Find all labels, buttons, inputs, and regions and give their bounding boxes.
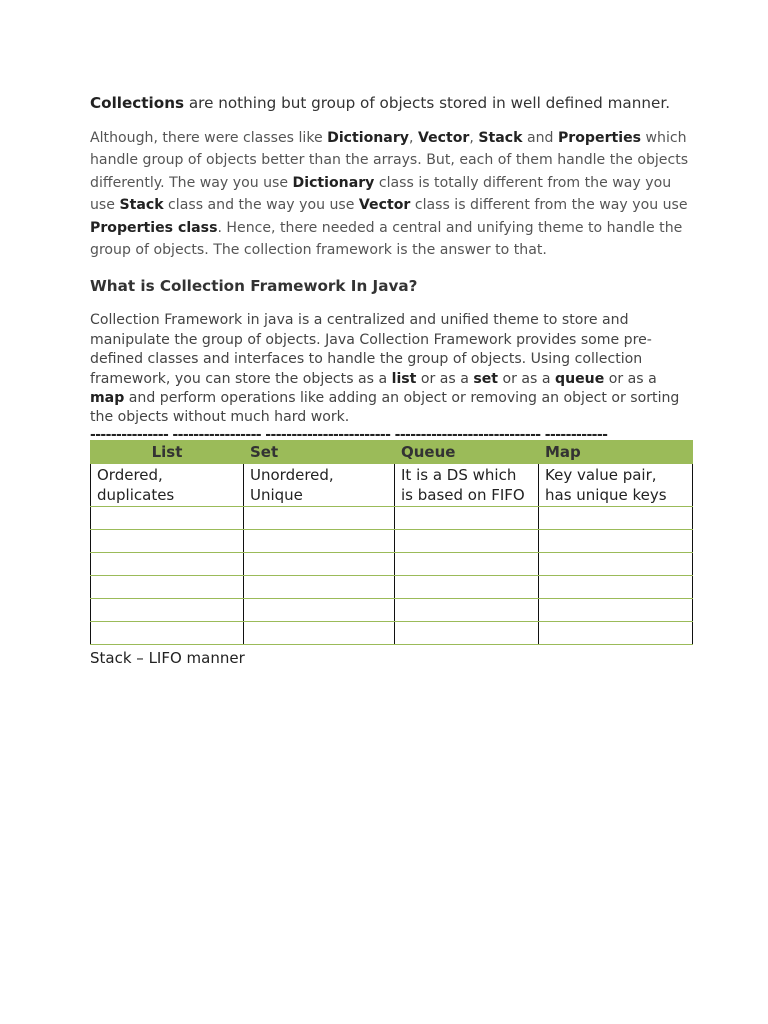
p2-bold-term: queue <box>555 370 605 387</box>
p1-text: which handle group of objects better than the arrays. But, each of them handle the objects differently. The way you use <box>90 130 689 191</box>
p1-bold-term: Properties class <box>90 219 218 236</box>
p1-text: class is totally different from the way you use <box>90 174 672 214</box>
table-cell <box>91 506 244 529</box>
table-cell <box>539 621 693 644</box>
table-cell <box>395 598 539 621</box>
table-row <box>91 529 693 552</box>
table-cell: Ordered, duplicates <box>91 463 244 506</box>
table-row <box>91 621 693 644</box>
p1-bold-term: Stack <box>478 130 523 146</box>
header-queue: Queue <box>395 440 539 463</box>
p2-bold-term: list <box>391 370 417 387</box>
p2-text: or as a <box>498 370 555 387</box>
table-cell: Unordered, Unique <box>244 463 395 506</box>
p1-bold-term: Dictionary <box>327 130 409 146</box>
collection-types-table <box>90 440 693 645</box>
footer-note: Stack – LIFO manner <box>90 648 245 667</box>
table-cell: Key value pair, has unique keys <box>539 463 693 506</box>
table-cell <box>91 552 244 575</box>
table-cell <box>539 598 693 621</box>
p1-text: Although, there were classes like <box>90 130 328 146</box>
table-header-row <box>91 440 693 463</box>
table-cell <box>395 506 539 529</box>
section-heading: What is Collection Framework In Java? <box>90 277 418 296</box>
header-list: List <box>91 440 244 463</box>
intro-sentence <box>90 92 692 115</box>
p2-text: Collection Framework in java is a centralized and unified theme to store and manipulate the group of objects. Java Collection Framework provides some pre-defined classes and interfaces to handle the group of objects. Using collection framework, you can store the objects as a <box>90 312 652 387</box>
p1-bold-term: Dictionary <box>292 174 375 191</box>
table-cell <box>539 529 693 552</box>
table-cell <box>244 552 395 575</box>
table-row <box>91 552 693 575</box>
table-cell <box>395 575 539 598</box>
header-map: Map <box>539 440 693 463</box>
p1-text: class is different from the way you use <box>410 197 688 214</box>
header-set: Set <box>244 440 395 463</box>
table-cell <box>91 529 244 552</box>
p1-text: . Hence, there needed a central and unifying theme to handle the group of objects. The collection framework is the answer to that. <box>90 219 683 259</box>
table-cell <box>395 552 539 575</box>
table-cell <box>539 506 693 529</box>
table-row <box>91 575 693 598</box>
table-row <box>91 506 693 529</box>
table-cell <box>395 529 539 552</box>
p2-bold-term: set <box>473 370 499 387</box>
p1-bold-term: Vector <box>417 130 470 146</box>
p2-text: or as a <box>604 370 657 387</box>
table-cell <box>244 575 395 598</box>
table-cell <box>244 621 395 644</box>
table-row <box>91 463 693 506</box>
p1-bold-term: Stack <box>119 197 164 214</box>
dash-separator: --------------- ----------------- ------------------------ ---------------------------- ------------ <box>90 427 608 442</box>
intro-text: are nothing but group of objects stored in well defined manner. <box>184 94 671 112</box>
table-cell <box>244 529 395 552</box>
p2-bold-term: map <box>90 390 125 407</box>
table-cell <box>91 621 244 644</box>
table-cell <box>244 598 395 621</box>
table-row <box>91 598 693 621</box>
table-cell <box>395 621 539 644</box>
paragraph-legacy-classes <box>90 127 692 261</box>
table-cell <box>91 598 244 621</box>
p1-text: , <box>469 130 479 146</box>
table-cell <box>539 575 693 598</box>
document-page <box>90 92 692 668</box>
p2-text: or as a <box>416 370 474 387</box>
p1-text: and <box>522 130 558 146</box>
table-cell: It is a DS which is based on FIFO <box>395 463 539 506</box>
p1-text: , <box>408 130 418 146</box>
intro-bold-term: Collections <box>90 94 185 112</box>
p1-text: class and the way you use <box>163 197 359 214</box>
paragraph-framework-description <box>90 311 692 427</box>
p1-bold-term: Vector <box>358 197 411 214</box>
table-cell <box>244 506 395 529</box>
p1-bold-term: Properties <box>557 130 642 146</box>
p2-text: and perform operations like adding an object or removing an object or sorting the objects without much hard work. <box>90 390 680 426</box>
table-cell <box>91 575 244 598</box>
table-cell <box>539 552 693 575</box>
